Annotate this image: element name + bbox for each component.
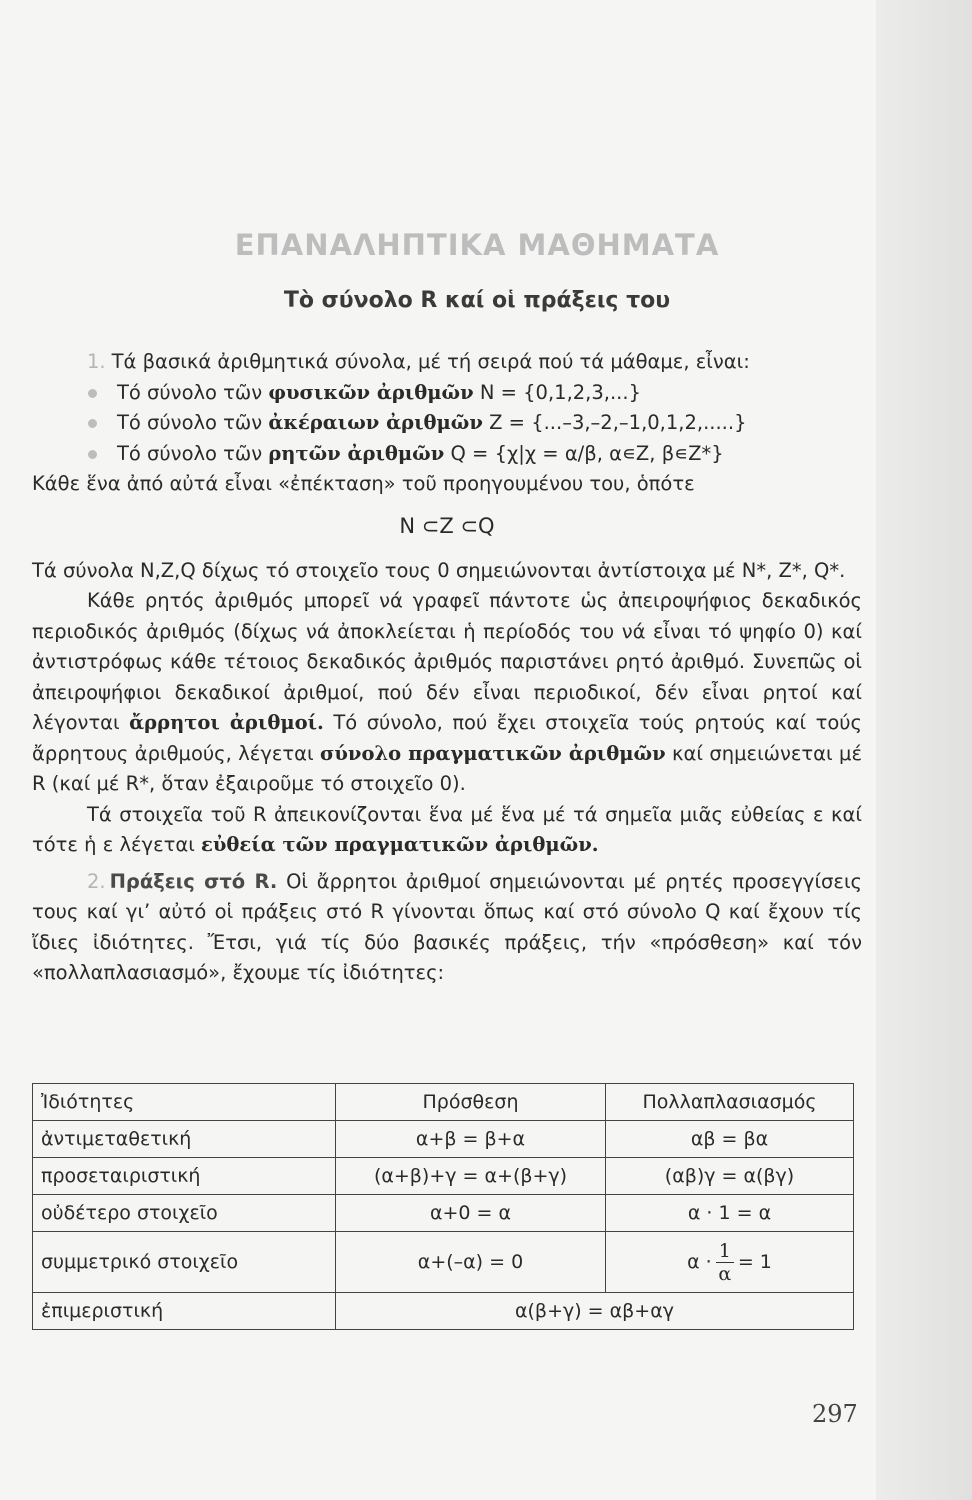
table-cell: α+0 = α xyxy=(336,1195,606,1232)
fraction-numerator: 1 xyxy=(716,1240,734,1263)
bullet-text: Τό σύνολο τῶν xyxy=(117,441,269,465)
section-title: Τὸ σύνολο R καί οἱ πράξεις του xyxy=(283,288,671,313)
bullet-dot-icon xyxy=(88,389,97,398)
table-header: Ἰδιότητες xyxy=(33,1084,336,1121)
paragraph-operations xyxy=(32,867,862,989)
bullet-bold: ἀκέραιων ἀριθμῶν xyxy=(268,411,483,434)
table-cell: ἐπιμεριστική xyxy=(33,1293,336,1330)
bullet-set: Z = {...–3,–2,–1,0,1,2,.....} xyxy=(482,411,747,434)
chapter-title: ΕΠΑΝΑΛΗΠΤΙΚΑ ΜΑΘΗΜΑΤΑ xyxy=(234,228,720,262)
paragraph-basic-sets xyxy=(32,347,862,378)
table-cell: ἀντιμεταθετική xyxy=(33,1121,336,1158)
text-run: Τά στοιχεῖα τοῦ R ἀπεικονίζονται ἕνα μέ ἕνα μέ τά σημεῖα μιᾶς εὐθείας ε καί τότε ἡ ε λέγεται xyxy=(32,802,862,856)
table-cell-fraction xyxy=(606,1232,854,1293)
text-run: Τό σύνολο, πού ἔχει στοιχεῖα τούς ρητούς καί τούς ἄρρητους ἀριθμούς, λέγεται xyxy=(32,711,862,765)
table-row-symmetric xyxy=(33,1232,854,1293)
paragraph-extension: Κάθε ἕνα ἀπό αὐτά εἶναι «ἐπέκταση» τοῦ προηγουμένου του, ὁπότε xyxy=(32,472,695,495)
bullet-dot-icon xyxy=(88,419,97,428)
bullet-set: Q = {χ|χ = α/β, α∊Z, β∊Z*} xyxy=(444,441,724,465)
table-row xyxy=(33,1158,854,1195)
page-number: 297 xyxy=(812,1400,858,1428)
table-cell: οὐδέτερο στοιχεῖο xyxy=(33,1195,336,1232)
term-real-line: εὐθεία τῶν πραγματικῶν ἀριθμῶν. xyxy=(201,833,599,856)
bullet-integer xyxy=(32,408,862,439)
bullet-rational xyxy=(32,439,862,470)
properties-table xyxy=(32,1083,854,1330)
subset-formula: N ⊂Z ⊂Q xyxy=(399,513,495,538)
table-cell: α+β = β+α xyxy=(336,1121,606,1158)
bullet-bold: φυσικῶν ἀριθμῶν xyxy=(268,380,474,404)
paragraph-heading: Πράξεις στό R. xyxy=(109,869,278,893)
table-header: Πολλαπλασιασμός xyxy=(606,1084,854,1121)
table-cell: α+(–α) = 0 xyxy=(336,1232,606,1293)
page-content xyxy=(32,228,862,989)
table-header-row xyxy=(33,1084,854,1121)
fraction-prefix: α · xyxy=(687,1250,712,1273)
term-real-set: σύνολο πραγματικῶν ἀριθμῶν xyxy=(320,741,666,765)
fraction xyxy=(716,1240,734,1285)
text-run: καί σημειώνεται μέ R (καί μέ R*, ὅταν ἐξαιροῦμε τό στοιχεῖο 0). xyxy=(32,741,862,795)
fraction-suffix: = 1 xyxy=(737,1250,772,1273)
text-run: Κάθε ρητός ἀριθμός μπορεῖ νά γραφεῖ πάντοτε ὡς ἀπειροψήφιος δεκαδικός περιοδικός ἀριθμός (δίχως νά ἀποκλείεται ἡ περίοδός του νά εἶναι τό ψηφίο 0) καί ἀντιστρόφως κάθε τέτοιος δεκαδικός ἀριθμός παριστάνει ρητό ἀριθμό. Συνεπῶς οἱ ἀπειροψήφιοι δεκαδικοί ἀριθμοί, πού δέν εἶναι περιοδικοί, δέν εἶναι ρητοί καί λέγονται xyxy=(32,589,862,734)
bullet-text: Τό σύνολο τῶν xyxy=(117,411,269,434)
bullet-natural xyxy=(32,378,862,409)
table-row xyxy=(33,1195,854,1232)
table-row xyxy=(33,1121,854,1158)
bullet-bold: ρητῶν ἀριθμῶν xyxy=(268,441,445,465)
term-irrational: ἄρρητοι ἀριθμοί. xyxy=(129,711,324,734)
fraction-denominator: α xyxy=(718,1262,732,1285)
paragraph-real-line xyxy=(32,800,862,861)
table-cell: συμμετρικό στοιχεῖο xyxy=(33,1232,336,1293)
table-cell: αβ = βα xyxy=(606,1121,854,1158)
paragraph-text: Τά βασικά ἀριθμητικά σύνολα, μέ τή σειρά πού τά μάθαμε, εἶναι: xyxy=(111,350,750,373)
bullet-text: Τό σύνολο τῶν xyxy=(117,380,269,404)
table-cell: προσεταιριστική xyxy=(33,1158,336,1195)
table-cell: (αβ)γ = α(βγ) xyxy=(606,1158,854,1195)
table-cell: (α+β)+γ = α+(β+γ) xyxy=(336,1158,606,1195)
paragraph-text: Οἱ ἄρρητοι ἀριθμοί σημειώνονται μέ ρητές προσεγγίσεις τους καί γι’ αὐτό οἱ πράξεις στό R γίνονται ὅπως καί στό σύνολο Q καί ἔχουν τίς ἴδιες ἰδιότητες. Ἔτσι, γιά τίς δύο βασικές πράξεις, τήν «πρόσθεση» καί τόν «πολλαπλασιασμό», ἔχουμε τίς ἰδιότητες: xyxy=(32,869,862,984)
page-edge-shadow xyxy=(876,0,972,1500)
bullet-set: N = {0,1,2,3,...} xyxy=(473,380,641,404)
table-row-distributive xyxy=(33,1293,854,1330)
table-cell: α · 1 = α xyxy=(606,1195,854,1232)
paragraph-real-numbers xyxy=(32,586,862,800)
paragraph-number: 2. xyxy=(87,869,106,893)
bullet-dot-icon xyxy=(88,450,97,459)
table-header: Πρόσθεση xyxy=(336,1084,606,1121)
table-cell: α(β+γ) = αβ+αγ xyxy=(336,1293,854,1330)
paragraph-nonzero-sets: Τά σύνολα N,Z,Q δίχως τό στοιχεῖο τους 0 σημειώνονται ἀντίστοιχα μέ N*, Z*, Q*. xyxy=(32,558,846,582)
paragraph-number: 1. xyxy=(87,350,106,373)
